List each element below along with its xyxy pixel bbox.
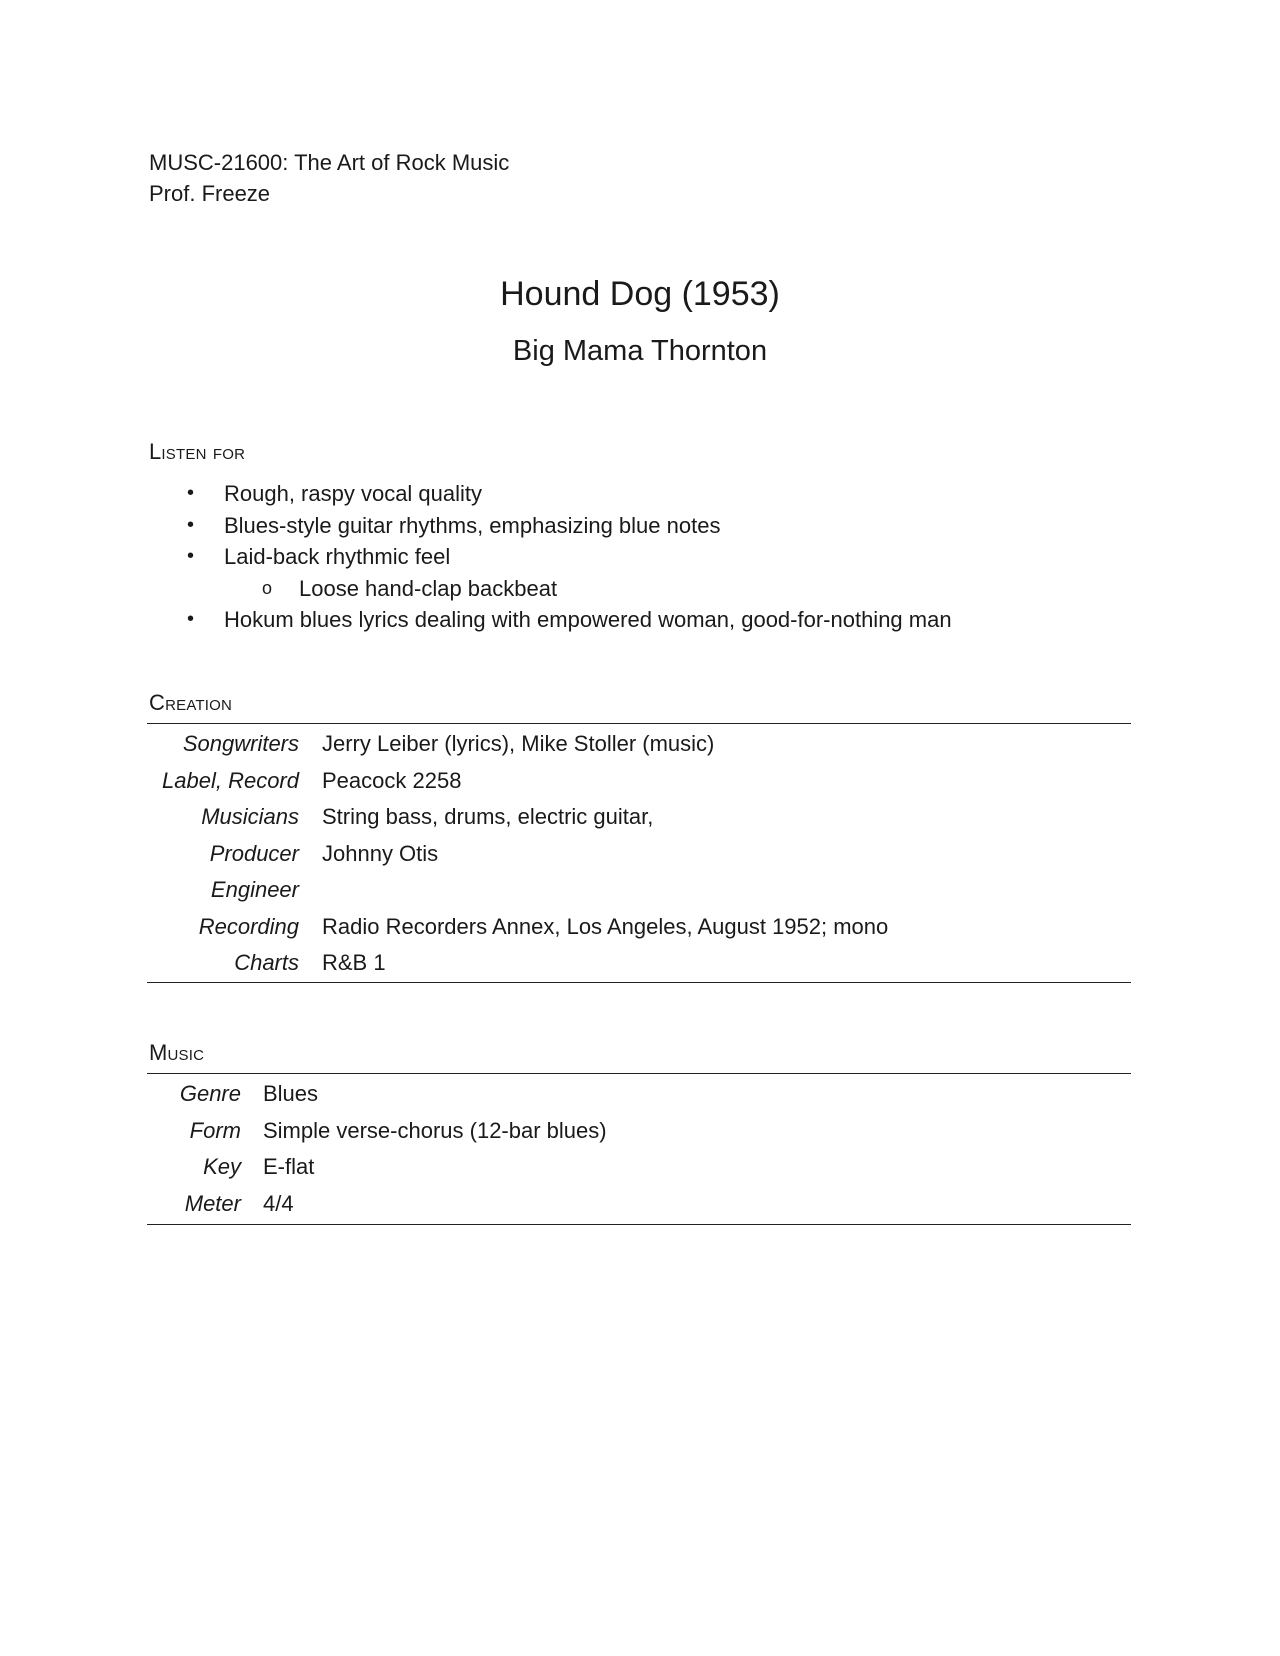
song-title: Hound Dog (1953) [500,275,780,313]
field-label: Key [203,1154,241,1179]
list-item [149,541,1149,573]
field-label: Engineer [210,877,299,902]
course-title: MUSC-21600: The Art of Rock Music [149,150,510,175]
field-label: Label, Record [162,767,299,793]
table-row [147,799,1131,836]
field-label: Meter [184,1190,241,1216]
field-label: Form [189,1117,241,1143]
creation-bottom-rule [147,982,1131,983]
table-row [147,1076,1131,1113]
list-item-text: Loose hand-clap backbeat [299,575,558,601]
field-label: Charts [234,950,299,975]
field-value: Peacock 2258 [322,767,462,793]
field-value: Jerry Leiber (lyrics), Mike Stoller (music) [322,731,715,756]
field-label: Musicians [201,804,299,829]
creation-heading: Creation [149,690,233,715]
listen-for-heading: Listen for [149,439,246,464]
music-top-rule [147,1073,1131,1074]
list-item-text: Hokum blues lyrics dealing with empowered woman, good-for-nothing man [224,607,952,632]
field-label: Songwriters [182,731,299,756]
table-row [147,1113,1131,1150]
music-table [147,1076,1131,1222]
bullet-icon: • [187,608,195,630]
table-row [147,1149,1131,1186]
artist-name: Big Mama Thornton [512,335,768,367]
table-row [147,836,1131,873]
list-item-text: Laid-back rhythmic feel [224,544,451,569]
table-row [147,872,1131,909]
field-label: Recording [198,913,299,939]
list-item-text: Blues-style guitar rhythms, emphasizing blue notes [224,512,721,538]
list-item [149,478,1149,510]
field-value: 4/4 [263,1190,294,1216]
listen-for-list [149,478,1149,636]
table-row [147,726,1131,763]
list-item [149,604,1149,636]
table-row [147,945,1131,982]
field-value: Blues [263,1081,319,1106]
music-heading: Music [149,1040,205,1065]
creation-top-rule [147,723,1131,724]
sub-bullet-icon: o [262,577,273,598]
list-item [149,510,1149,542]
list-subitem [149,573,1149,605]
field-value: Johnny Otis [322,840,439,866]
field-value: Simple verse-chorus (12-bar blues) [263,1117,607,1143]
creation-table [147,726,1131,982]
table-row [147,763,1131,800]
bullet-icon: • [187,482,195,504]
field-label: Genre [179,1081,241,1106]
list-item-text: Rough, raspy vocal quality [224,481,483,506]
field-value: R&B 1 [322,950,386,975]
field-value: String bass, drums, electric guitar, [322,804,654,829]
professor-name: Prof. Freeze [149,181,271,206]
music-bottom-rule [147,1224,1131,1225]
bullet-icon: • [187,545,195,567]
field-value: Radio Recorders Annex, Los Angeles, August 1952; mono [322,913,889,939]
field-value: E-flat [263,1154,315,1179]
bullet-icon: • [187,513,195,536]
table-row [147,909,1131,946]
field-label: Producer [209,840,299,866]
table-row [147,1186,1131,1223]
